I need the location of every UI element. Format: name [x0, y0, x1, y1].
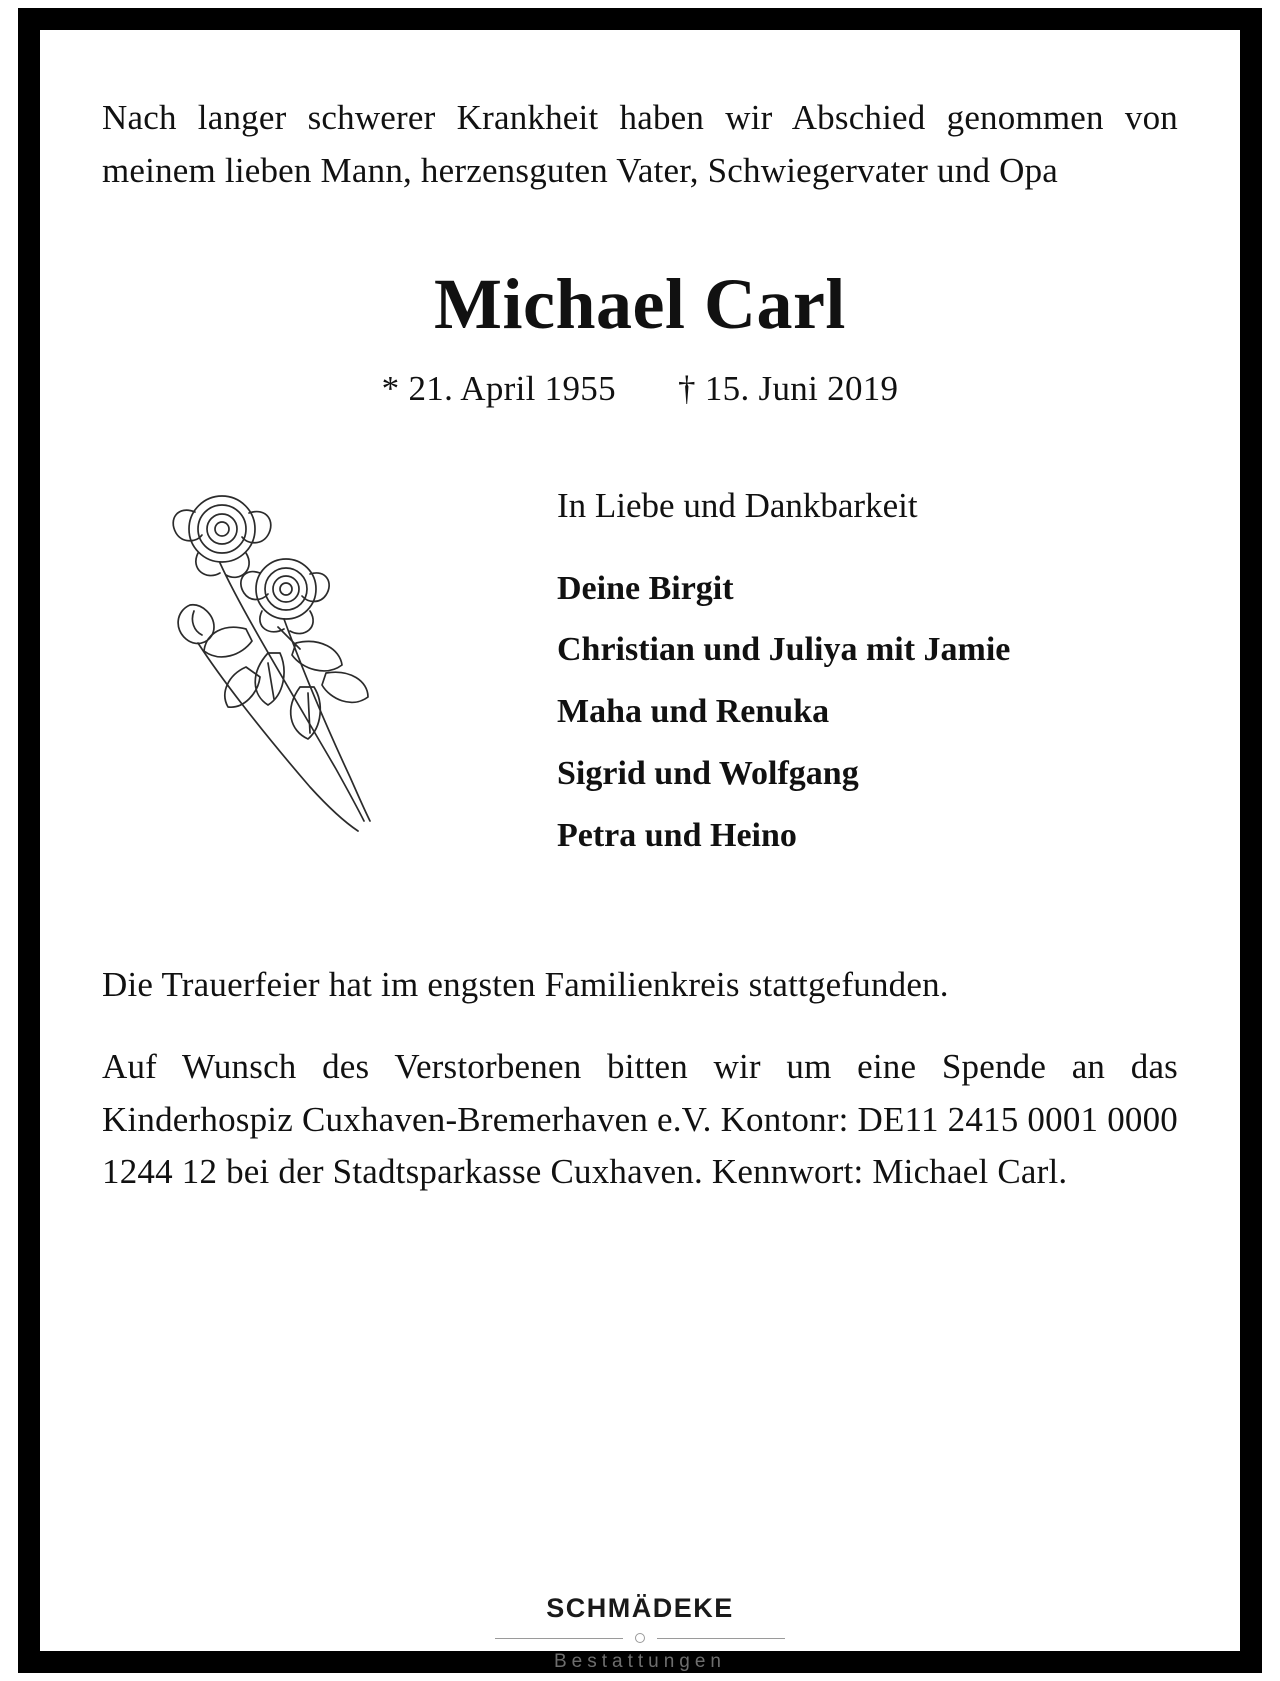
funeral-home-footer	[0, 1593, 1280, 1673]
divider-line-left	[495, 1638, 623, 1639]
intro-text: Nach langer schwerer Krankheit haben wir Abschied genommen von meinem lieben Mann, herzensguten Vater, Schwiegervater und Opa	[102, 98, 1178, 190]
death-date: † 15. Juni 2019	[678, 368, 899, 408]
funeral-note: Die Trauerfeier hat im engsten Familienkreis stattgefunden.	[102, 964, 949, 1004]
dedication-section	[102, 467, 1178, 867]
birth-date: * 21. April 1955	[381, 368, 616, 408]
list-item: Deine Birgit	[557, 569, 734, 607]
list-item: Maha und Renuka	[557, 693, 830, 731]
list-item: Christian und Juliya mit Jamie	[557, 631, 1011, 669]
dedication-text-block	[557, 467, 1178, 867]
closing-section	[102, 959, 1178, 1199]
funeral-home-subtitle: Bestattungen	[554, 1651, 726, 1672]
deceased-name: Michael Carl	[434, 264, 846, 344]
divider-dot-icon	[635, 1633, 645, 1643]
dedication-lead: In Liebe und Dankbarkeit	[557, 485, 918, 525]
list-item: Sigrid und Wolfgang	[557, 755, 859, 793]
obituary-content	[40, 30, 1240, 1651]
list-item: Petra und Heino	[557, 817, 797, 855]
funeral-home-brand: SCHMÄDEKE	[546, 1593, 734, 1623]
divider-line-right	[657, 1638, 785, 1639]
donation-note: Auf Wunsch des Verstorbenen bitten wir um eine Spende an das Kinderhospiz Cuxhaven-Bremerhaven e.V. Kontonr: DE11 2415 0001 0000 1244 12 bei der Stadtsparkasse Cuxhaven. Kennwort: Michael Carl.	[102, 1047, 1178, 1192]
brand-divider	[495, 1631, 785, 1645]
name-block	[102, 264, 1178, 409]
family-list	[557, 558, 1178, 867]
roses-illustration	[150, 477, 420, 867]
life-dates	[102, 369, 1178, 409]
